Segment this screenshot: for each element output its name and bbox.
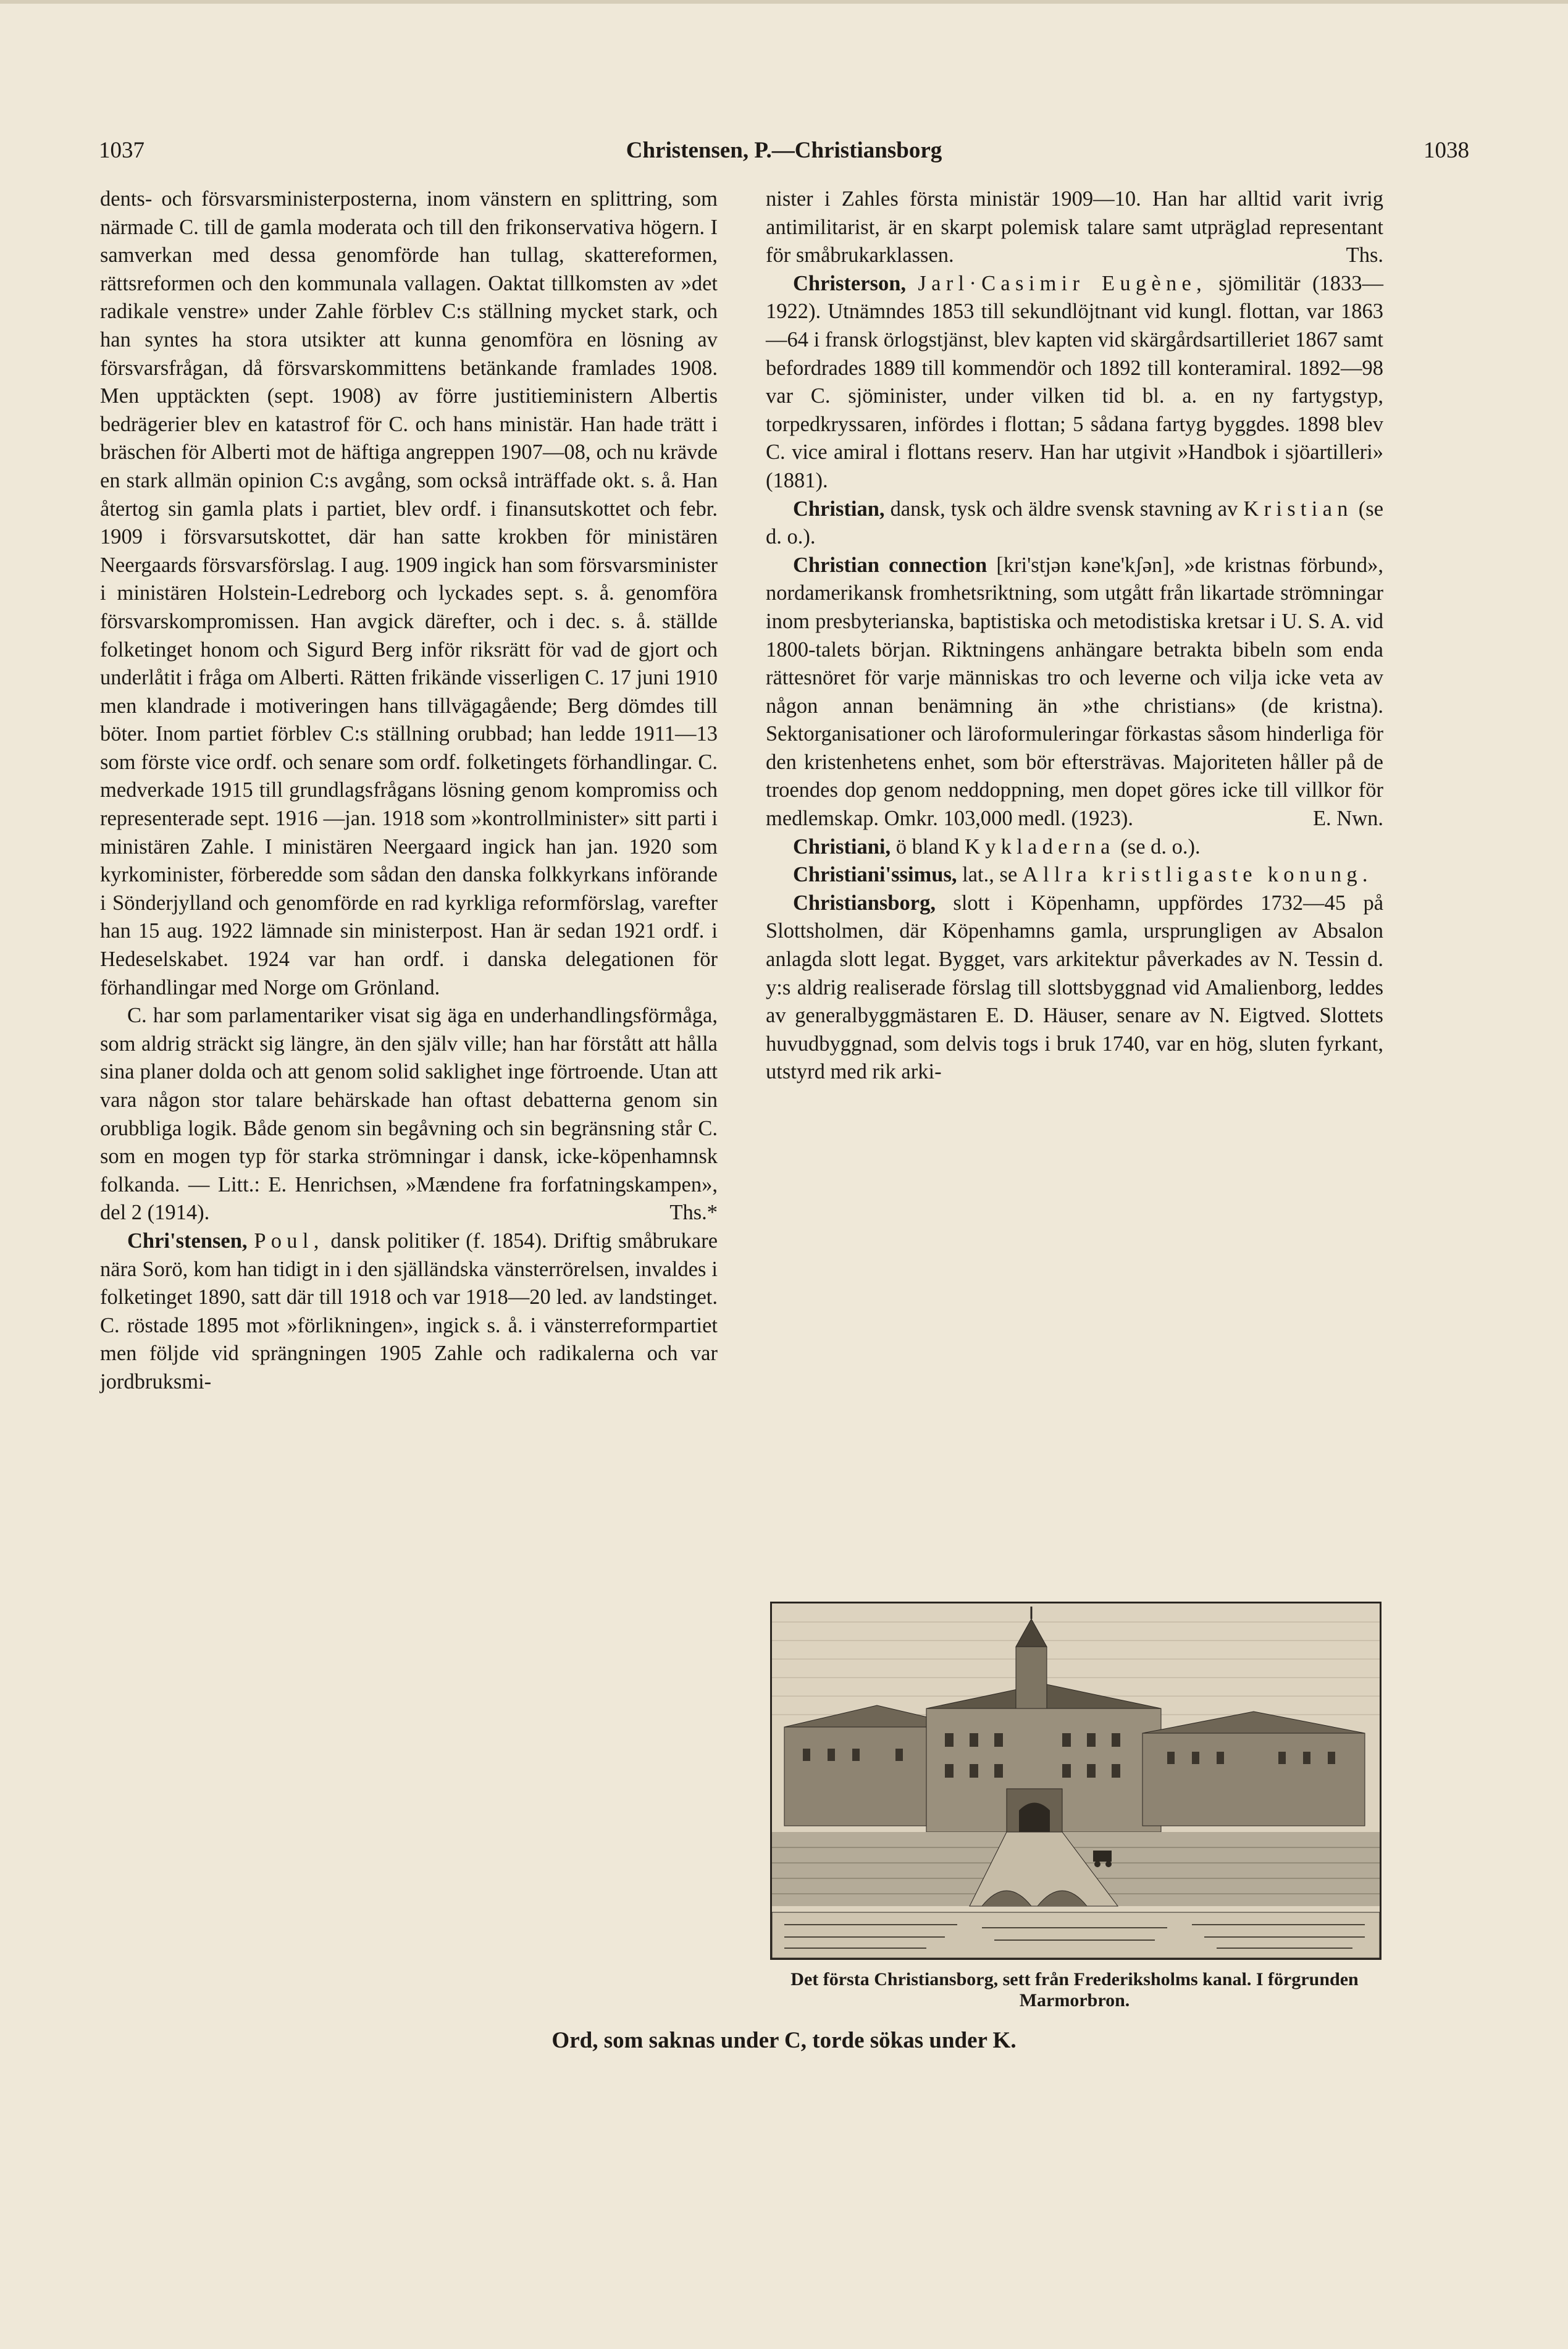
entry-christian-connection [766, 552, 1383, 833]
figure-caption: Det första Christiansborg, sett från Frederiksholms kanal. I förgrunden Marmorbron. [790, 1969, 1359, 2011]
entry-name: Jarl·Casimir Eugène, [918, 271, 1207, 295]
entry-text-end: (se d. o.). [766, 497, 1384, 549]
entry-text: lat., se [962, 863, 1018, 887]
entry-headword: Christerson, [793, 271, 907, 295]
entry-headword: Christiani'ssimus, [793, 863, 957, 887]
entry-headword: Christiansborg, [793, 891, 936, 915]
entry-continuation: nister i Zahles första ministär 1909—10. Han har alltid varit ivrig antimilitarist, är en skarpt polemisk talare samt utpräglad representant för småbrukarklassen. [766, 187, 1383, 267]
entry-text: sjömilitär (1833—1922). Utnämndes 1853 till sekundlöjtnant vid kungl. flottan, var 1863 —64 i fransk örlogstjänst, blev kapten vid skärgårdsartilleriet 1867 samt befordrades 1889 till kommendör och 1892 till konteramiral. 1892—98 var C. sjöminister, under vilken tid bl. a. en ny fartygstyp, torpedkryssaren, infördes i flottan; 5 sådana fartyg byggdes. 1898 blev C. vice amiral i flottans reserv. Han har utgivit »Handbok i sjöartilleri» (1881). [766, 271, 1383, 492]
entry-christerson [766, 270, 1383, 495]
page-footer: Ord, som saknas under C, torde sökas under K. [551, 2028, 1017, 2053]
cross-reference: Allra kristligaste konung. [1022, 863, 1373, 887]
right-column [766, 185, 1383, 1086]
running-title: Christensen, P.—Christiansborg [626, 138, 942, 163]
entry-text: dansk politiker (f. 1854). Driftig småbrukare nära Sorö, kom han tidigt in i den själländska vänsterrörelsen, invaldes i folketinget 1890, satt där till 1918 och var 1918—20 led. av landstinget. C. röstade 1895 mot »förlikningen», ingick s. å. i vänsterreformpartiet men följde vid sprängningen 1905 Zahle och radikalerna och var jordbruksmi- [100, 1229, 718, 1393]
entry-headword: Christian connection [793, 553, 987, 577]
entry-text: [kri'stjən kəne'kʃən], »de kristnas förbund», nordamerikansk fromhetsriktning, som utgått från likartade strömningar inom presbyterianska, baptistiska och metodistiska kretsar i U. S. A. vid 1800-talets början. Riktningens anhängare betrakta bibeln som enda rättesnöret för varje människas tro och leverne och vilja icke veta av någon annan benämning än »the christians» (de kristna). Sektorganisationer och läroformuleringar förkastas såsom hinderliga för den kristenhetens enhet, som bör eftersträvas. Majoriteten håller på de troendes dop genom neddoppning, men dopet göres icke till villkor för medlemskap. Omkr. 103,000 medl. (1923). [766, 553, 1384, 831]
cross-reference: Kristian [1243, 497, 1353, 521]
christiansborg-engraving [770, 1602, 1381, 1960]
left-column [100, 185, 718, 1397]
author-signature: Ths. [1346, 243, 1383, 267]
entry-headword: Chri'stensen, [127, 1229, 248, 1253]
entry-christian [766, 495, 1383, 552]
page-number-left: 1037 [99, 138, 145, 163]
entry-christiani [766, 833, 1383, 862]
page-number-right: 1038 [1423, 138, 1469, 163]
entry-text: slott i Köpenhamn, uppfördes 1732—45 på Slottsholmen, där Köpenhamns gamla, ursprungligen av Absalon anlagda slott legat. Bygget, vars arkitektur påverkades av N. Tessin d. y:s aldrig realiserade förslag till slottsbyggnad vid Amalienborg, leddes av generalbyggmästaren E. D. Häuser, senare av N. Eigtved. Slottets huvudbyggnad, som delvis togs i bruk 1740, var en hög, sluten fyrkant, utstyrd med rik arki- [766, 891, 1384, 1084]
entry-text: dansk, tysk och äldre svensk stavning av [890, 497, 1238, 521]
entry-headword: Christiani, [793, 834, 891, 859]
page-edge [0, 0, 1568, 4]
entry-name: Poul, [254, 1229, 324, 1253]
cross-reference: Kykladerna [964, 834, 1115, 859]
author-signature: E. Nwn. [1312, 807, 1383, 831]
entry-text-end: (se d. o.). [1120, 834, 1201, 859]
page-header [99, 137, 1469, 174]
engraving-illustration [772, 1603, 1380, 1958]
author-signature: Ths.* [669, 1201, 718, 1225]
entry-headword: Christian, [793, 497, 885, 521]
entry-christensen-poul [100, 1227, 718, 1397]
entry-continuation: dents- och försvarsministerposterna, inom vänstern en splittring, som närmade C. till de gamla moderata och till den frikonservativa högern. I samverkan med dessa genomförde han tullag, skattereformen, rättsreformen och den kommunala vallagen. Oaktat tillkomsten av »det radikale venstre» under Zahle förblev C:s ställning mycket stark, och han syntes ha stora utsikter att kunna genomföra en lösning av försvarsfrågan, då försvarskommittens betänkande framlades 1908. Men upptäckten (sept. 1908) av förre justitieministern Albertis bedrägerier blev en katastrof för C. och hans ministär. Han hade trätt i bräschen för Alberti mot de häftiga angreppen 1907—08, och nu krävde en stark allmän opinion C:s avgång, som också inträffade okt. s. å. Han återtog sin gamla plats i partiet, blev ordf. i finansutskottet och febr. 1909 i försvarsutskottet, där han satte krokben för ministären Neergaards försvarsförslag. I aug. 1909 ingick han som försvarsminister i ministären Holstein-Ledreborg och lyckades sept. s. å. genomföra försvarskompromissen. Han avgick därefter, och i dec. s. å. ställde folketinget honom och Sigurd Berg inför riksrätt för vad de gjort och underlåtit i fråga om Alberti. Rätten frikände visserligen C. 17 juni 1910 men klandrade i motiveringen hans tillvägagående; Berg dömdes till böter. Inom partiet förblev C:s ställning orubbad; han ledde 1911—13 som förste vice ordf. och senare som ordf. folketingets förhandlingar. C. medverkade 1915 till grundlagsfrågans lösning genom kompromiss och representerade sept. 1916 —jan. 1918 som »kontrollminister» sitt parti i ministären Zahle. I ministären Neergaard ingick han jan. 1920 som kyrkominister, förberedde som sådan den danska folkkyrkans införande i Sönderjylland och genomförde en rad kyrkliga reformförslag, varefter han 15 aug. 1922 lämnade sin ministerpost. Han är sedan 1921 ordf. i Hedeselskabet. 1924 var han ordf. i danska delegationen för förhandlingar med Norge om Grönland. [100, 187, 718, 999]
entry-christiansborg [766, 889, 1383, 1086]
entry-text: ö bland [895, 834, 960, 859]
entry-christianissimus [766, 861, 1383, 889]
paragraph-text: C. har som parlamentariker visat sig äga en underhandlingsförmåga, som aldrig sträckt sig längre, än den själv ville; han har förstått att hålla sina planer dolda och att genom solid saklighet inge förtroende. Utan att vara någon stor talare behärskade han oftast debatterna genom sin orubbliga logik. Både genom sin begåvning och sin begränsning står C. som en mogen typ för starka strömningar i dansk, icke-köpenhamnsk folkanda. — Litt.: E. Henrichsen, »Mændene fra forfatningskampen», del 2 (1914). [100, 1004, 718, 1225]
entry-paragraph [100, 1002, 718, 1227]
